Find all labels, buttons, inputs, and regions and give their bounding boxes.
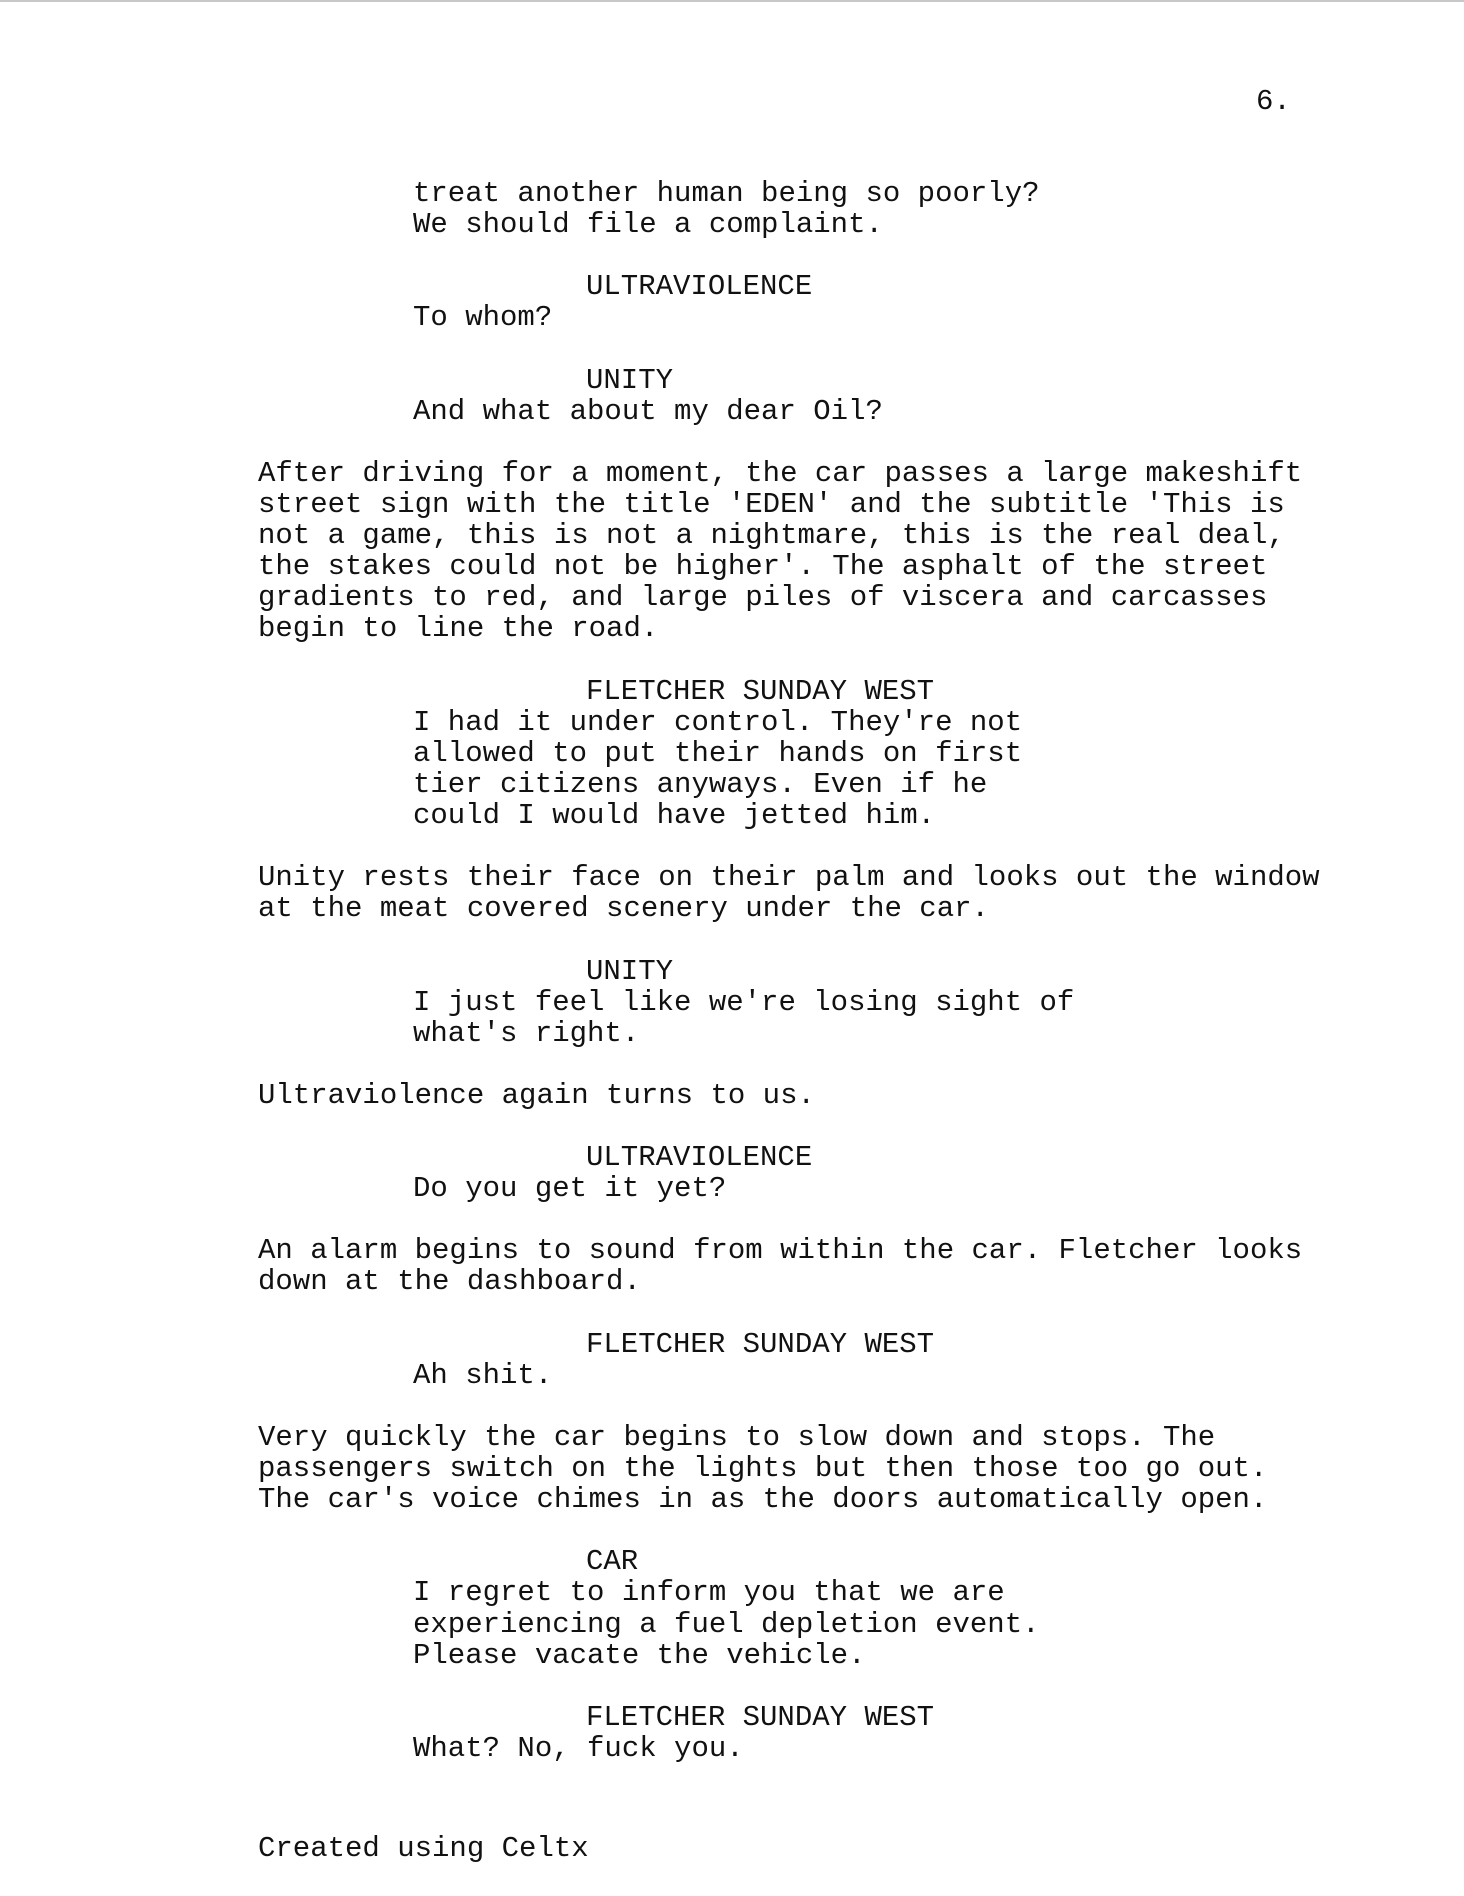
action-line: Very quickly the car begins to slow down and stops. The [258,1421,1216,1454]
character-cue: FLETCHER SUNDAY WEST [586,675,935,708]
dialogue-line: I regret to inform you that we are [413,1576,1005,1609]
character-cue: UNITY [586,955,674,988]
action-line: passengers switch on the lights but then those too go out. [258,1452,1268,1485]
dialogue-line: We should file a complaint. [413,208,883,241]
action-line: After driving for a moment, the car passes a large makeshift [258,457,1303,490]
dialogue-line: allowed to put their hands on first [413,737,1023,770]
dialogue-line: could I would have jetted him. [413,799,936,832]
action-line: The car's voice chimes in as the doors automatically open. [258,1483,1268,1516]
dialogue-line: what's right. [413,1017,640,1050]
character-cue: FLETCHER SUNDAY WEST [586,1701,935,1734]
action-line: at the meat covered scenery under the car. [258,892,989,925]
page-number: 6. [1256,85,1291,118]
dialogue-line: I had it under control. They're not [413,706,1023,739]
dialogue-line: tier citizens anyways. Even if he [413,768,988,801]
dialogue-line: Ah shit. [413,1359,553,1392]
dialogue-line: I just feel like we're losing sight of [413,986,1075,1019]
character-cue: CAR [586,1545,639,1578]
dialogue-line: And what about my dear Oil? [413,395,883,428]
action-line: down at the dashboard. [258,1265,641,1298]
action-line: street sign with the title 'EDEN' and the subtitle 'This is [258,488,1285,521]
dialogue-line: Please vacate the vehicle. [413,1639,866,1672]
dialogue-line: Do you get it yet? [413,1172,727,1205]
footer-credit: Created using Celtx [258,1832,589,1865]
dialogue-line: What? No, fuck you. [413,1732,744,1765]
action-line: Ultraviolence again turns to us. [258,1079,815,1112]
action-line: An alarm begins to sound from within the car. Fletcher looks [258,1234,1303,1267]
character-cue: FLETCHER SUNDAY WEST [586,1328,935,1361]
action-line: gradients to red, and large piles of viscera and carcasses [258,581,1268,614]
dialogue-line: To whom? [413,301,553,334]
action-line: begin to line the road. [258,612,659,645]
page-top-border [0,0,1464,2]
action-line: not a game, this is not a nightmare, this is the real deal, [258,519,1285,552]
dialogue-line: treat another human being so poorly? [413,177,1040,210]
character-cue: UNITY [586,364,674,397]
character-cue: ULTRAVIOLENCE [586,270,813,303]
action-line: the stakes could not be higher'. The asphalt of the street [258,550,1268,583]
character-cue: ULTRAVIOLENCE [586,1141,813,1174]
dialogue-line: experiencing a fuel depletion event. [413,1608,1040,1641]
action-line: Unity rests their face on their palm and looks out the window [258,861,1320,894]
